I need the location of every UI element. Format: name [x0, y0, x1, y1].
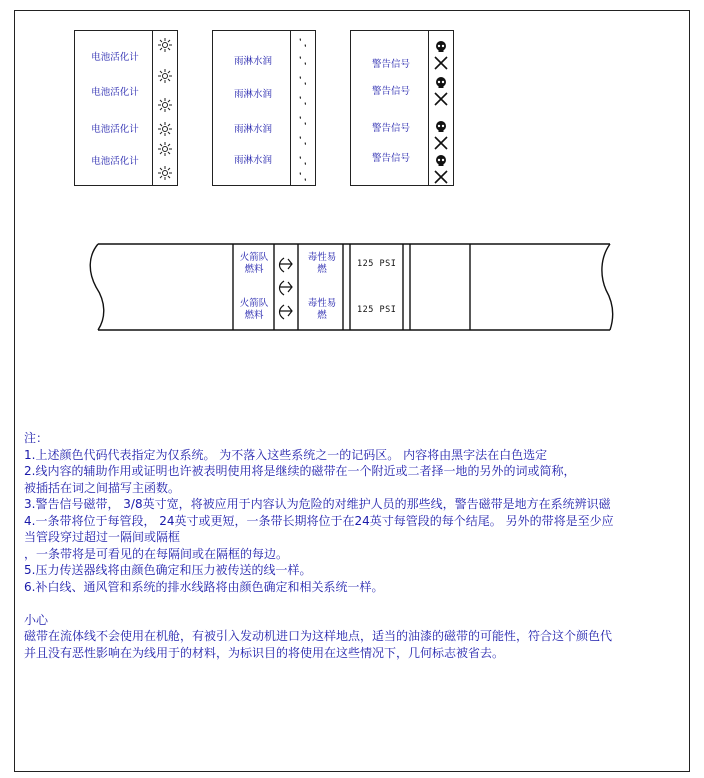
- band-label-toxic: 毒性易燃: [307, 298, 337, 321]
- panel-label: 电池活化计: [91, 156, 139, 167]
- panel-label: 雨淋水润: [233, 56, 272, 67]
- note-line: 4.一条带将位于每管段， 24英寸或更短，一条带长期将位于在24英寸每管段的每个结尾。 另外的带将是至少应: [24, 513, 614, 528]
- notes-heading: 注：: [24, 431, 49, 445]
- note-line: 2.线内容的辅助作用或证明也许被表明使用将是继续的磁带在一个附近或二者择一地的另外的词或简称，: [24, 464, 576, 478]
- note-line: 3.警告信号磁带， 3/8英寸宽，将被应用于内容认为危险的对维护人员的那些线，警告磁带是地方在系统辨识磁: [24, 497, 611, 511]
- panel-label: 警告信号: [371, 86, 410, 97]
- panel-label: 雨淋水润: [233, 124, 272, 135]
- band-label-toxic: 毒性易燃: [307, 252, 337, 275]
- note-line: ，一条带将是可看见的在每隔间或在隔框的每边。: [24, 546, 289, 561]
- note-line: 1.上述颜色代码代表指定为仅系统。 为不落入这些系统之一的记码区。 内容将由黑字法在白色选定: [24, 447, 548, 462]
- caution-line: 并且没有恶性影响在为线用于的材料，为标识目的将使用在这些情况下，几何标志被省去。: [24, 645, 505, 660]
- panel-label: 警告信号: [371, 123, 410, 134]
- panel-label: 警告信号: [371, 59, 410, 70]
- panel-label: 警告信号: [371, 153, 410, 164]
- note-line: 当管段穿过超过一隔间或隔框: [24, 530, 181, 544]
- pressure-label: 125 PSI: [357, 305, 397, 315]
- flow-arrows-icon: [280, 258, 293, 319]
- panel-label: 雨淋水润: [233, 155, 272, 166]
- notes-section: [24, 430, 704, 661]
- note-line: 被插括在词之间描写主函数。: [24, 480, 181, 495]
- caution-heading: 小心: [24, 612, 49, 627]
- band-label-fuel: 火箭队燃料: [239, 252, 269, 275]
- panel-label: 电池活化计: [91, 124, 139, 135]
- panel-label: 雨淋水润: [233, 89, 272, 100]
- band-label-fuel: 火箭队燃料: [239, 298, 269, 321]
- panel-label: 电池活化计: [91, 87, 139, 98]
- note-line: 5.压力传送器线将由颜色确定和压力被传送的线一样。: [24, 563, 312, 577]
- pressure-label: 125 PSI: [357, 259, 397, 269]
- caution-line: 磁带在流体线不会使用在机舱，有被引入发动机进口为这样地点，适当的油漆的磁带的可能性，符合这个颜色代: [24, 629, 613, 643]
- panel-label: 电池活化计: [91, 52, 139, 63]
- note-line: 6.补白线、通风管和系统的排水线路将由颜色确定和相关系统一样。: [24, 579, 384, 594]
